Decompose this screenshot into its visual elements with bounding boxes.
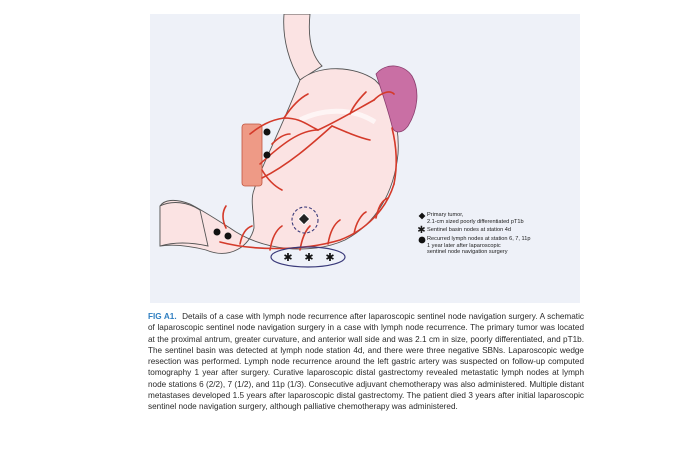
sentinel-node: ✱ (304, 251, 314, 264)
diamond-icon (418, 212, 426, 220)
legend-primary-tumor-text: Primary tumor, 2.1-cm sized poorly differentiated pT1b (427, 212, 524, 225)
figure-panel (150, 14, 580, 303)
recurred-node (264, 129, 271, 136)
caption-text: Details of a case with lymph node recurrence after laparoscopic sentinel node navigation surgery. A schematic of laparoscopic sentinel node navigation surgery in a case with lymph node recurrence. The primary tumor was located at the proximal antrum, greater curvature, and anterior wall side and was 2.1 cm in size, poorly differentiated, and pT1b. The sentinel basin was detected at lymph node station 4d, and there were three negative SBNs. Laparoscopic wedge resection was performed. Lymph node recurrence around the left gastric artery was suspected on follow-up computed tomography 1 year after surgery. Curative laparoscopic distal gastrectomy revealed metastatic lymph nodes at lymph node stations 6 (2/2), 7 (1/2), and 11p (1/3). Consecutive adjuvant chemotherapy was also administered. Multiple distant metastases developed 1.5 years after laparoscopic distal gastrectomy. The patient died 3 years after initial laparoscopic sentinel node navigation surgery, although palliative chemotherapy was administered. (148, 312, 584, 412)
asterisk-icon: ✱ (417, 225, 426, 237)
figure-legend (416, 212, 586, 258)
esophagus (284, 14, 322, 80)
caption-label: FIG A1. (148, 312, 177, 321)
dot-icon (418, 236, 426, 244)
figure-caption (148, 311, 584, 413)
sentinel-node: ✱ (325, 251, 335, 264)
duodenum (160, 203, 208, 246)
legend-recurred-nodes-text: Recurred lymph nodes at station 6, 7, 11p 1 year later after laparoscopic sentinel node navigation surgery (427, 236, 531, 256)
recurred-node (264, 152, 271, 159)
stomach-schematic (150, 14, 580, 303)
legend-sentinel-basin (416, 225, 586, 237)
sentinel-node-markers (283, 251, 334, 264)
sentinel-node: ✱ (283, 251, 293, 264)
recurred-node (214, 229, 221, 236)
legend-sentinel-basin-text: Sentinel basin nodes at station 4d (427, 227, 511, 234)
legend-recurred-nodes (416, 236, 586, 256)
legend-primary-tumor (416, 212, 586, 225)
recurred-node (225, 233, 232, 240)
